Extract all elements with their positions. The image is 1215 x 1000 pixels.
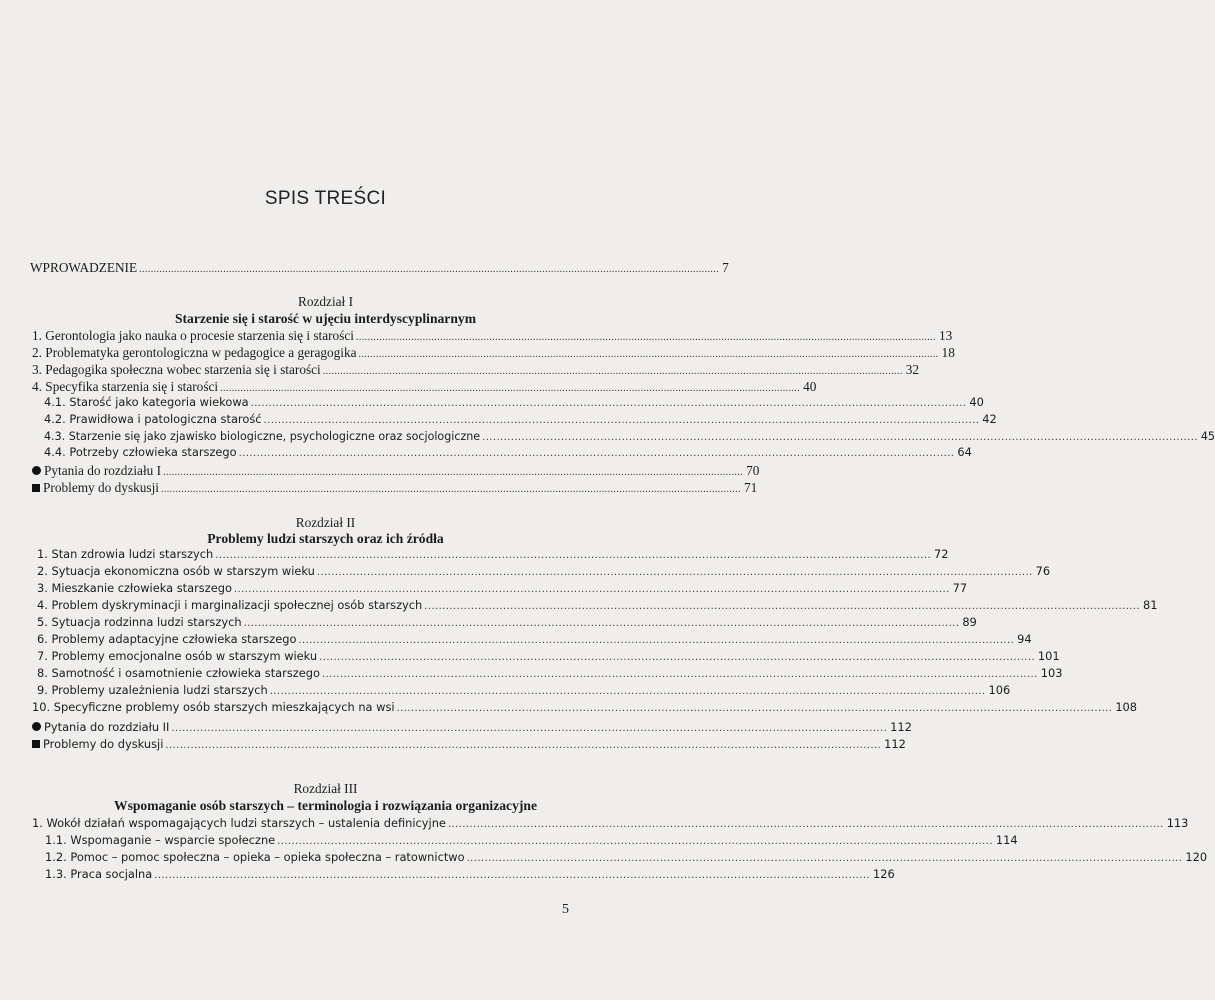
entry-label: 1. Gerontologia jako nauka o procesie starzenia się i starości — [32, 328, 354, 343]
entry-label: Pytania do rozdziału I — [44, 463, 162, 478]
dot-leader: ........................................................................................................................................................................................................ — [316, 567, 1033, 578]
entry-page: 126 — [872, 867, 895, 881]
toc-subentry — [44, 394, 984, 412]
entry-label: 9. Problemy uzależnienia ludzi starszych — [37, 683, 268, 697]
entry-page: 94 — [1017, 632, 1032, 646]
entry-label-wrap — [32, 736, 163, 753]
dot-leader: ........................................................................................................................................................................................................ — [355, 332, 936, 343]
dot-leader: ........................................................................................................................................................................................................ — [250, 398, 967, 409]
entry-page: 13 — [938, 328, 953, 343]
entry-page: 114 — [995, 833, 1018, 847]
entry-page: 64 — [957, 445, 972, 459]
entry-label: 1.3. Praca socjalna — [45, 867, 153, 881]
entry-label: 8. Samotność i osamotnienie człowieka starszego — [37, 666, 320, 680]
entry-page: 108 — [1115, 700, 1138, 714]
toc-subentry — [44, 444, 972, 462]
chapter-3-title: Wspomaganie osób starszych – terminologia i rozwiązania organizacyjne — [113, 798, 537, 813]
entry-page: 32 — [905, 362, 920, 377]
entry-label: 1.1. Wspomaganie – wsparcie społeczne — [45, 833, 276, 847]
dot-leader: ........................................................................................................................................................................................................ — [233, 584, 950, 595]
entry-page: 101 — [1037, 649, 1060, 663]
entry-label: Problemy do dyskusji — [43, 737, 164, 751]
chapter-2-heading: Rozdział II — [295, 515, 356, 530]
entry-page: 103 — [1040, 666, 1063, 680]
entry-page: 72 — [934, 547, 949, 561]
entry-label: 10. Specyficzne problemy osób starszych mieszkających na wsi — [32, 700, 395, 714]
dot-leader: ........................................................................................................................................................................................................ — [358, 349, 939, 360]
toc-entry — [37, 631, 1032, 649]
entry-page: 89 — [962, 615, 977, 629]
dot-leader: ........................................................................................................................................................................................................ — [482, 432, 1198, 443]
entry-page: 106 — [988, 683, 1011, 697]
entry-label: 2. Problematyka gerontologiczna w pedagogice a geragogika — [32, 345, 357, 360]
toc-entry — [37, 682, 1011, 700]
dot-leader: ........................................................................................................................................................................................................ — [322, 366, 903, 377]
dot-leader: ........................................................................................................................................................................................................ — [154, 870, 870, 881]
entry-label: 4. Specyfika starzenia się i starości — [32, 379, 219, 394]
entry-page: 42 — [982, 412, 997, 426]
page-title: SPIS TREŚCI — [264, 188, 387, 209]
chapter-1-heading: Rozdział I — [297, 294, 353, 309]
entry-label: 4.4. Potrzeby człowieka starszego — [44, 445, 237, 459]
chapter-3-heading: Rozdział III — [293, 781, 358, 796]
toc-entry — [32, 815, 1189, 833]
toc-entry — [37, 580, 968, 598]
entry-page: 113 — [1166, 816, 1189, 830]
dot-leader: ........................................................................................................................................................................................................ — [215, 550, 932, 561]
page-number: 5 — [562, 902, 569, 917]
entry-label: Pytania do rozdziału II — [44, 720, 170, 734]
toc-discussion — [32, 736, 906, 754]
dot-leader: ........................................................................................................................................................................................................ — [424, 601, 1141, 612]
toc-subentry — [45, 866, 895, 884]
toc-entry — [32, 699, 1138, 717]
entry-label: 4. Problem dyskryminacji i marginalizacji społecznej osób starszych — [37, 598, 423, 612]
entry-label: 1. Wokół działań wspomagających ludzi starszych – ustalenia definicyjne — [32, 816, 446, 830]
dot-leader: ........................................................................................................................................................................................................ — [139, 264, 720, 275]
entry-page: 71 — [743, 480, 758, 495]
entry-page: 7 — [722, 260, 729, 275]
entry-label: 4.3. Starzenie się jako zjawisko biologiczne, psychologiczne oraz socjologiczne — [44, 430, 481, 443]
entry-label: 2. Sytuacja ekonomiczna osób w starszym wieku — [37, 564, 315, 578]
circle-bullet-icon — [32, 722, 41, 731]
entry-label: 1.2. Pomoc – pomoc społeczna – opieka – opieka społeczna – ratownictwo — [45, 850, 465, 864]
dot-leader: ........................................................................................................................................................................................................ — [269, 686, 986, 697]
toc-entry — [37, 648, 1060, 666]
entry-label: WPROWADZENIE — [30, 260, 138, 275]
entry-page: 18 — [941, 345, 955, 360]
entry-label: 4.2. Prawidłowa i patologiczna starość — [44, 412, 262, 426]
dot-leader: ........................................................................................................................................................................................................ — [220, 383, 801, 394]
entry-label-wrap — [32, 719, 169, 736]
entry-page: 76 — [1035, 564, 1051, 578]
toc-entry — [37, 597, 1158, 615]
toc-entry — [37, 614, 977, 632]
entry-page: 45 — [1200, 430, 1215, 443]
toc-entry — [37, 665, 1063, 683]
dot-leader: ........................................................................................................................................................................................................ — [238, 448, 955, 459]
toc-subentry — [44, 411, 997, 429]
toc-discussion — [32, 479, 758, 498]
dot-leader: ........................................................................................................................................................................................................ — [263, 415, 980, 426]
entry-label: 7. Problemy emocjonalne osób w starszym wieku — [37, 649, 318, 663]
dot-leader: ........................................................................................................................................................................................................ — [160, 484, 741, 495]
entry-label: Problemy do dyskusji — [43, 480, 159, 495]
dot-leader: ........................................................................................................................................................................................................ — [319, 652, 1035, 663]
entry-page: 70 — [746, 463, 760, 478]
entry-page: 112 — [884, 737, 906, 751]
dot-leader: ........................................................................................................................................................................................................ — [396, 703, 1113, 714]
toc-intro — [30, 259, 729, 278]
chapter-1-title: Starzenie się i starość w ujęciu interdyscyplinarnym — [174, 311, 477, 326]
entry-label: 3. Mieszkanie człowieka starszego — [37, 581, 232, 595]
entry-label: 1. Stan zdrowia ludzi starszych — [37, 547, 214, 561]
toc-entry — [37, 563, 1051, 581]
entry-page: 81 — [1143, 598, 1158, 612]
entry-label-wrap — [32, 479, 159, 496]
dot-leader: ........................................................................................................................................................................................................ — [243, 618, 960, 629]
entry-label: 6. Problemy adaptacyjne człowieka starszego — [37, 632, 297, 646]
dot-leader: ........................................................................................................................................................................................................ — [447, 819, 1164, 830]
entry-page: 40 — [803, 379, 817, 394]
entry-label: 3. Pedagogika społeczna wobec starzenia się i starości — [32, 362, 321, 377]
circle-bullet-icon — [32, 466, 41, 475]
dot-leader: ........................................................................................................................................................................................................ — [298, 635, 1015, 646]
square-bullet-icon — [32, 740, 40, 748]
chapter-2-title: Problemy ludzi starszych oraz ich źródła — [207, 531, 444, 546]
dot-leader: ........................................................................................................................................................................................................ — [321, 669, 1038, 680]
entry-label: 5. Sytuacja rodzinna ludzi starszych — [37, 615, 242, 629]
entry-page: 112 — [890, 720, 912, 734]
toc-questions — [32, 719, 912, 737]
toc-entry — [37, 546, 949, 564]
entry-label: 4.1. Starość jako kategoria wiekowa — [44, 395, 249, 409]
entry-label-wrap — [32, 462, 161, 479]
entry-page: 40 — [969, 395, 984, 409]
entry-page: 120 — [1185, 850, 1208, 864]
dot-leader: ........................................................................................................................................................................................................ — [466, 853, 1183, 864]
dot-leader: ........................................................................................................................................................................................................ — [165, 740, 882, 751]
toc-subentry — [45, 849, 1208, 867]
dot-leader: ........................................................................................................................................................................................................ — [171, 723, 888, 734]
dot-leader: ........................................................................................................................................................................................................ — [163, 467, 744, 478]
dot-leader: ........................................................................................................................................................................................................ — [277, 836, 993, 847]
entry-page: 77 — [952, 581, 968, 595]
square-bullet-icon — [32, 484, 40, 492]
toc-subentry — [45, 832, 1018, 850]
